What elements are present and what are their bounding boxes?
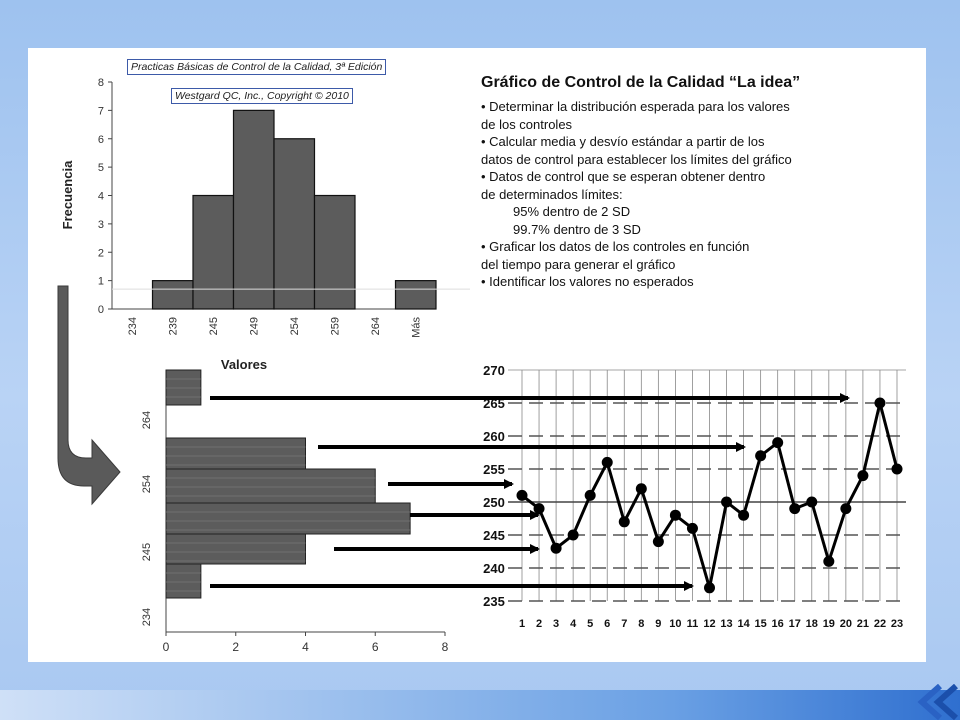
side-histogram-bar [166, 503, 410, 534]
info-bullet-line: • Determinar la distribución esperada para los valores [481, 99, 790, 114]
control-chart-point [585, 490, 596, 501]
control-chart-x-tick-label: 21 [856, 618, 870, 630]
info-bullet-line: de determinados límites: [481, 186, 623, 202]
histogram-bar [234, 110, 275, 309]
histogram-y-tick-label: 5 [97, 162, 104, 175]
control-chart-point [806, 497, 817, 508]
control-chart-point [874, 398, 885, 409]
source-citation-copyright: Westgard QC, Inc., Copyright © 2010 [171, 88, 353, 104]
control-chart-point [772, 437, 783, 448]
info-bullet-line: 95% dentro de 2 SD [513, 204, 631, 219]
side-histogram-x-tick-label: 8 [441, 640, 449, 654]
info-bullet-line: • Graficar los datos de los controles en función [481, 239, 750, 254]
info-bullet-line: • Calcular media y desvío estándar a partir de los [481, 134, 765, 149]
control-chart-point [704, 582, 715, 593]
control-chart-x-tick-label: 13 [720, 618, 733, 630]
control-chart-x-tick-label: 19 [822, 618, 835, 630]
histogram-x-axis-title: Valores [220, 357, 268, 372]
info-bullet-line: del tiempo para generar el gráfico [481, 256, 676, 272]
side-histogram-y-tick-label: 234 [140, 607, 153, 627]
control-chart-point [534, 503, 545, 514]
control-chart-x-tick-label: 9 [655, 618, 662, 630]
side-histogram-bar [166, 564, 201, 598]
control-chart-x-tick-label: 3 [553, 618, 560, 630]
control-chart-x-tick-label: 15 [754, 618, 767, 630]
control-chart-x-tick-label: 20 [839, 618, 852, 630]
control-chart-x-tick-label: 2 [535, 618, 543, 630]
info-bullet-line: • Datos de control que se esperan obtener dentro [481, 169, 766, 184]
side-histogram-y-tick-label: 254 [140, 474, 153, 494]
histogram-x-tick-label: 264 [370, 317, 383, 336]
control-chart-y-tick-label: 270 [483, 363, 505, 378]
info-bullet-line: datos de control para establecer los límites del gráfico [481, 151, 792, 167]
histogram-horizontal [141, 370, 449, 654]
side-histogram-y-tick-label: 245 [140, 542, 153, 562]
histogram-bar [153, 281, 194, 309]
control-chart-point [789, 503, 800, 514]
histogram-y-tick-label: 7 [97, 105, 104, 118]
control-chart-point [823, 556, 834, 567]
control-chart-y-tick-label: 240 [483, 561, 505, 576]
side-histogram-y-tick-label: 264 [140, 410, 153, 430]
source-citation-title: Practicas Básicas de Control de la Calidad, 3ª Edición [127, 59, 386, 75]
histogram-y-tick-label: 6 [97, 133, 104, 146]
histogram-vertical [60, 77, 470, 372]
control-chart-point [636, 483, 647, 494]
side-histogram-bar [166, 438, 306, 469]
control-chart-point [517, 490, 528, 501]
histogram-x-tick-label: 239 [167, 317, 180, 336]
histogram-x-tick-label: 259 [329, 317, 342, 336]
info-title: Gráfico de Control de la Calidad “La idea” [481, 74, 801, 91]
histogram-x-tick-label: 245 [208, 317, 221, 336]
control-chart-x-tick-label: 7 [621, 618, 628, 630]
control-chart-x-tick-label: 22 [873, 618, 887, 630]
control-chart-y-tick-label: 235 [483, 594, 505, 609]
side-histogram-bar [166, 534, 306, 564]
info-bullet-line: 99.7% dentro de 3 SD [513, 221, 641, 237]
side-histogram-x-tick-label: 2 [232, 640, 240, 654]
control-chart-point [670, 510, 681, 521]
side-histogram-x-tick-label: 4 [302, 640, 309, 654]
control-chart-point [619, 516, 630, 527]
control-chart-y-tick-label: 260 [483, 429, 505, 444]
control-chart-y-tick-label: 250 [483, 495, 505, 510]
side-histogram-x-tick-label: 0 [162, 640, 170, 654]
control-chart [483, 363, 906, 630]
histogram-x-tick-label: 234 [127, 317, 140, 336]
control-chart-x-tick-label: 6 [604, 618, 611, 630]
control-chart-point [653, 536, 664, 547]
control-chart-point [892, 464, 903, 475]
histogram-bar [396, 281, 437, 309]
control-chart-x-tick-label: 5 [587, 618, 594, 630]
curved-arrow-icon [58, 286, 120, 504]
control-chart-point [721, 497, 732, 508]
side-histogram-x-tick-label: 6 [371, 640, 379, 654]
control-chart-x-tick-label: 4 [570, 618, 577, 630]
footer-bar [0, 690, 960, 720]
control-chart-x-tick-label: 8 [638, 618, 645, 630]
control-chart-point [755, 450, 766, 461]
control-chart-point [602, 457, 613, 468]
control-chart-point [568, 530, 579, 541]
control-chart-x-tick-label: 12 [703, 618, 716, 630]
histogram-x-tick-label: 254 [289, 317, 302, 336]
histogram-x-tick-label: Más [410, 317, 423, 338]
back-chevron-icon[interactable] [900, 684, 960, 720]
info-bullet-line: de los controles [481, 116, 573, 132]
histogram-y-tick-label: 3 [97, 218, 104, 231]
control-chart-point [738, 510, 749, 521]
control-chart-x-tick-label: 23 [890, 618, 904, 630]
control-chart-x-tick-label: 18 [805, 618, 818, 630]
histogram-y-axis-title: Frecuencia [60, 160, 75, 230]
control-chart-x-tick-label: 17 [788, 618, 801, 630]
histogram-y-tick-label: 4 [97, 190, 104, 203]
side-histogram-bar [166, 370, 201, 405]
control-chart-x-tick-label: 11 [686, 618, 699, 630]
histogram-y-tick-label: 2 [97, 247, 104, 260]
histogram-bar [193, 196, 234, 310]
histogram-y-tick-label: 8 [97, 77, 104, 89]
control-chart-point [551, 543, 562, 554]
histogram-y-tick-label: 1 [97, 275, 104, 288]
control-chart-x-tick-label: 1 [518, 618, 526, 630]
control-chart-point [857, 470, 868, 481]
control-chart-point [840, 503, 851, 514]
control-chart-x-tick-label: 14 [737, 618, 750, 630]
histogram-x-tick-label: 249 [248, 317, 261, 336]
histogram-bar [315, 196, 356, 310]
info-bullet-line: • Identificar los valores no esperados [481, 274, 694, 289]
control-chart-y-tick-label: 245 [483, 528, 505, 543]
control-chart-x-tick-label: 10 [669, 618, 682, 630]
side-histogram-bar [166, 469, 375, 503]
control-chart-y-tick-label: 255 [483, 462, 505, 477]
histogram-y-tick-label: 0 [97, 304, 104, 316]
histogram-bar [274, 139, 315, 309]
control-chart-x-tick-label: 16 [771, 618, 784, 630]
control-chart-y-tick-label: 265 [483, 396, 505, 411]
control-chart-point [687, 523, 698, 534]
